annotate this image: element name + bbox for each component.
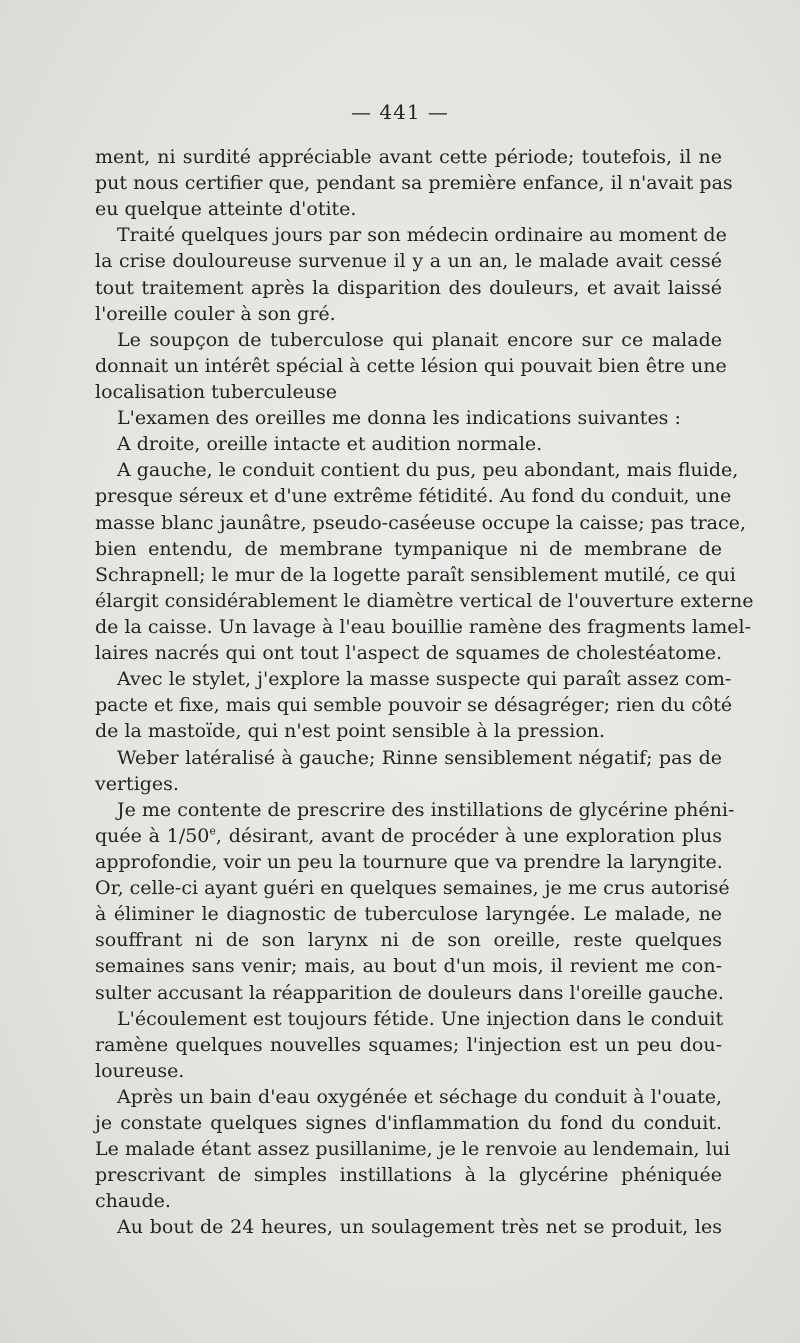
text-line: Le soupçon de tuberculose qui planait encore sur ce malade	[117, 328, 722, 351]
text-line: je constate quelques signes d'inflammation du fond du conduit.	[95, 1112, 722, 1135]
body-text	[95, 144, 754, 1241]
text-line: quée à 1/50e, désirant, avant de procéder à une exploration plus	[95, 824, 722, 847]
text-line: Je me contente de prescrire des instillations de glycérine phéni-	[117, 798, 735, 821]
text-line: Avec le stylet, j'explore la masse suspecte qui paraît assez com-	[117, 668, 732, 691]
text-line: de la caisse. Un lavage à l'eau bouillie ramène des fragments lamel-	[95, 615, 751, 638]
text-line: Schrapnell; le mur de la logette paraît sensiblement mutilé, ce qui	[95, 563, 736, 586]
text-line: à éliminer le diagnostic de tuberculose laryngée. Le malade, ne	[95, 903, 722, 926]
text-line: L'examen des oreilles me donna les indications suivantes :	[117, 407, 681, 430]
text-line: de la mastoïde, qui n'est point sensible à la pression.	[95, 720, 606, 743]
text-line: approfondie, voir un peu la tournure que va prendre la laryngite.	[95, 850, 723, 873]
text-line: laires nacrés qui ont tout l'aspect de squames de cholestéatome.	[95, 642, 722, 665]
text-line: L'écoulement est toujours fétide. Une injection dans le conduit	[117, 1007, 724, 1030]
text-line: vertiges.	[95, 772, 179, 795]
text-line: élargit considérablement le diamètre vertical de l'ouverture externe	[95, 589, 754, 612]
text-line: semaines sans venir; mais, au bout d'un mois, il revient me con-	[95, 955, 722, 978]
text-line: eu quelque atteinte d'otite.	[95, 198, 357, 221]
text-line: chaude.	[95, 1190, 171, 1213]
text-line: localisation tuberculeuse	[95, 380, 337, 403]
text-line: ramène quelques nouvelles squames; l'injection est un peu dou-	[95, 1033, 722, 1056]
text-line: Or, celle-ci ayant guéri en quelques semaines, je me crus autorisé	[95, 877, 730, 900]
text-line: souffrant ni de son larynx ni de son oreille, reste quelques	[95, 929, 722, 952]
text-line: Weber latéralisé à gauche; Rinne sensiblement négatif; pas de	[117, 746, 722, 769]
text-line: Traité quelques jours par son médecin ordinaire au moment de	[117, 224, 727, 247]
text-line: put nous certifier que, pendant sa première enfance, il n'avait pas	[95, 172, 733, 195]
text-line: ment, ni surdité appréciable avant cette période; toutefois, il ne	[95, 146, 722, 168]
text-line: pacte et fixe, mais qui semble pouvoir se désagréger; rien du côté	[95, 694, 733, 717]
text-line: presque séreux et d'une extrême fétidité. Au fond du conduit, une	[95, 485, 732, 508]
text-line: A droite, oreille intacte et audition normale.	[117, 433, 543, 456]
text-line: l'oreille couler à son gré.	[95, 302, 336, 325]
text-line: Le malade étant assez pusillanime, je le renvoie au lendemain, lui	[95, 1138, 731, 1161]
text-line: A gauche, le conduit contient du pus, peu abondant, mais fluide,	[117, 459, 739, 482]
text-line: Au bout de 24 heures, un soulagement très net se produit, les	[117, 1216, 722, 1239]
text-line: loureuse.	[95, 1059, 185, 1082]
page-number: — 441 —	[351, 100, 449, 124]
text-line: tout traitement après la disparition des douleurs, et avait laissé	[95, 276, 722, 299]
text-line: la crise douloureuse survenue il y a un an, le malade avait cessé	[95, 250, 722, 273]
text-line: masse blanc jaunâtre, pseudo-caséeuse occupe la caisse; pas trace,	[95, 511, 746, 534]
text-line: sulter accusant la réapparition de douleurs dans l'oreille gauche.	[95, 981, 724, 1004]
text-line: donnait un intérêt spécial à cette lésion qui pouvait bien être une	[95, 354, 727, 377]
text-line: bien entendu, de membrane tympanique ni de membrane de	[95, 537, 722, 560]
text-line: Après un bain d'eau oxygénée et séchage du conduit à l'ouate,	[117, 1085, 722, 1108]
text-line: prescrivant de simples instillations à la glycérine phéniquée	[95, 1164, 722, 1187]
